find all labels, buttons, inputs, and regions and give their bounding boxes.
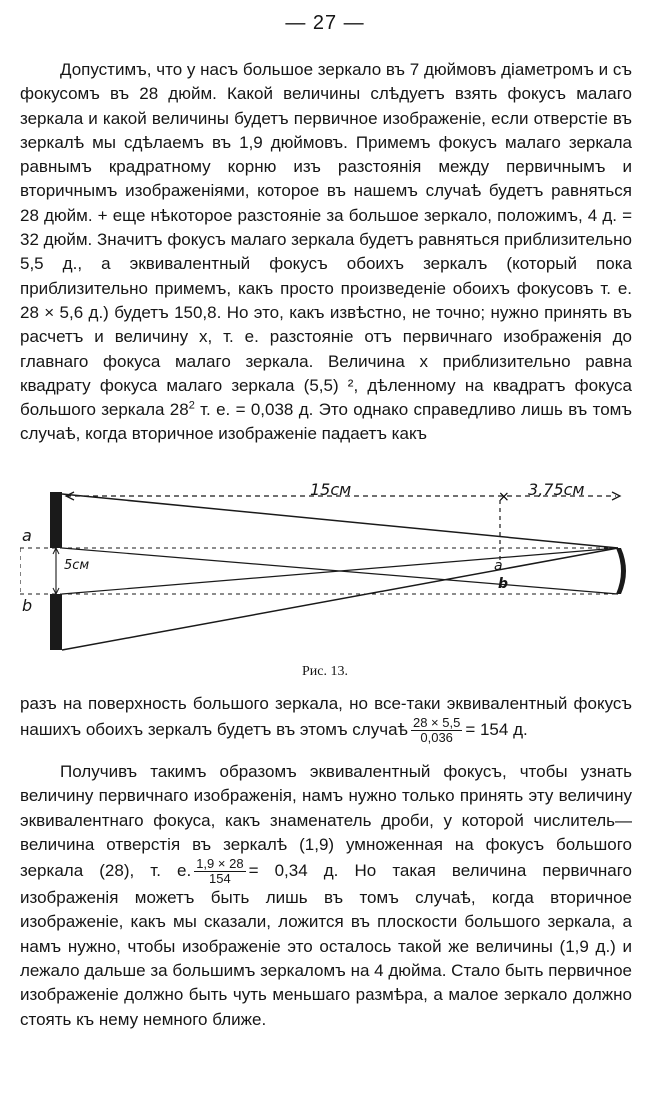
label-a-left: a: [22, 526, 32, 545]
label-aperture: 5см: [64, 558, 90, 573]
large-mirror-top: [50, 492, 62, 548]
paragraph-3-text: Получивъ такимъ образомъ эквивалентный фокусъ, чтобы узнать величину первичнаго изображенія, намъ нужно только принять эту величину эквивалентнаго фокуса, какъ знаменатель дроби, у которой числитель—величина отверстія въ зеркалѣ (1,9) умноженная на фокусъ большого зеркала (28), т. е.: [20, 762, 632, 881]
label-b-center: b: [498, 576, 509, 592]
svg-text:×: ×: [498, 489, 510, 505]
fraction-2-numerator: 1,9 × 28: [196, 856, 244, 872]
label-distance-15: 15см: [310, 480, 352, 499]
paragraph-1-tail: т. е. = 0,038 д. Это однако справедливо лишь въ томъ случаѣ, когда вторичное изображеніе падаетъ какъ: [20, 400, 632, 444]
figure-caption: Рис. 13.: [302, 664, 348, 679]
fraction-2: [194, 857, 245, 886]
paragraph-2: [20, 692, 632, 745]
label-b-left: b: [22, 596, 33, 615]
large-mirror-bottom: [50, 594, 62, 650]
fraction-1-numerator: 28 × 5,5: [412, 715, 461, 731]
paragraph-1: [20, 58, 632, 447]
figure-13-diagram: [20, 480, 632, 664]
paragraph-3-tail: = 0,34 д. Но такая величина первичнаго изображенія можетъ быть лишь въ томъ случаѣ, когда вторичное изображеніе, какъ мы сказали, ложится въ плоскости большого зеркала, а намъ нужно, чтобы изображеніе это осталось такой же величины (1,9 д.) и лежало дальше за большимъ зеркаломъ на 4 дюйма. Стало быть первичное изображеніе должно быть чуть меньшаго размѣра, а малое зеркало должно стоять къ нему немного ближе.: [20, 861, 632, 1029]
paragraph-2-text: разъ на поверхность большого зеркала, но все-таки эквивалентный фокусъ нашихъ обоихъ зеркалъ будетъ въ этомъ случаѣ: [20, 694, 632, 740]
paragraph-3: [20, 760, 632, 1032]
superscript: 2: [188, 399, 195, 412]
fraction-2-denominator: 154: [209, 871, 231, 887]
ray-top: [62, 494, 618, 548]
optical-diagram: [20, 484, 632, 664]
label-a-center: a: [494, 558, 503, 574]
ray-bottom: [62, 548, 618, 650]
small-mirror: [616, 548, 626, 594]
label-distance-375: 3,75см: [528, 480, 585, 499]
fraction-1-denominator: 0,036: [420, 730, 453, 746]
paragraph-1-text: Допустимъ, что у насъ большое зеркало въ 7 дюймовъ діаметромъ и съ фокусомъ въ 28 дюйм. Какой величины слѣдуетъ взять фокусъ малаго зеркала и какой величины будетъ первичное изображеніе, если отверстіе въ зеркалѣ мы сдѣлаемъ въ 1,9 дюймовъ. Примемъ фокусъ малаго зеркала равнымъ крадратному корню изъ разстоянія между первичнымъ и вторичнымъ изображеніями, которое въ нашемъ случаѣ будетъ равняться 28 дюйм. + еще нѣкоторое разстояніе за большое зеркало, положимъ, 4 д. = 32 дюйм. Значитъ фокусъ малаго зеркала будетъ равняться приблизительно 5,5 д., а эквивалентный фокусъ обоихъ зеркалъ (который пока приблизительно примемъ, какъ просто произведеніе обоихъ фокусовъ т. е. 28 × 5,6 д.) будетъ 150,8. Но это, какъ извѣстно, не точно; нужно принять въ расчетъ и величину x, т. е. разстояніе отъ первичнаго изображенія до главнаго фокуса малаго зеркала. Величина x приблизительно равна квадрату фокуса малаго зеркала (5,5) ², дѣленному на квадратъ фокуса большого зеркала 28: [20, 60, 632, 420]
paragraph-2-result: = 154 д.: [465, 720, 528, 740]
fraction-1: [411, 716, 462, 745]
page-number: — 27 —: [285, 12, 365, 34]
